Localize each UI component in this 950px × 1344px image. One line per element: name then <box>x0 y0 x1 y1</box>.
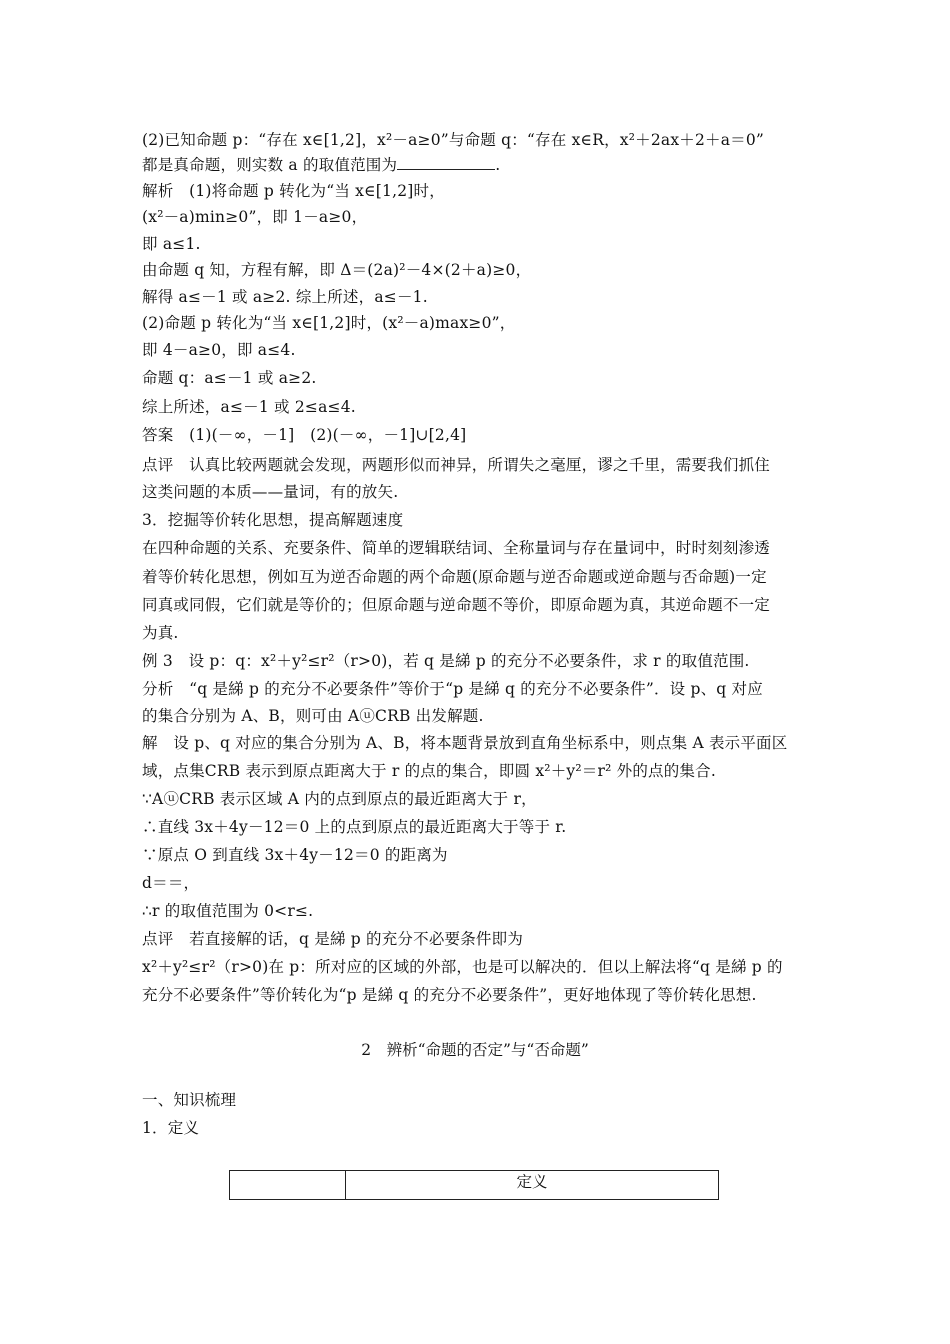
text-segment: . <box>495 156 501 174</box>
subheading: 一、知识梳理 <box>142 1091 237 1109</box>
text-line: 的集合分别为 A、B，则可由 AⓤCRB 出发解题. <box>142 707 484 725</box>
text-line: 例 3 设 p：q：x²＋y²≤r²（r>0)，若 q 是綈 p 的充分不必要条件，求 r 的取值范围. <box>142 652 750 670</box>
text-line: (x²－a)min≥0”，即 1－a≥0， <box>142 208 368 226</box>
section-heading: 2 辨析“命题的否定”与“否命题” <box>361 1041 589 1059</box>
text-line: ∴r 的取值范围为 0<r≤. <box>142 902 314 920</box>
answer-blank <box>397 155 495 170</box>
subheading: 1．定义 <box>142 1119 200 1137</box>
text-line: ∵原点 O 到直线 3x＋4y－12＝0 的距离为 <box>142 846 448 864</box>
text-line: d＝＝， <box>142 874 200 892</box>
text-line: 解 设 p、q 对应的集合分别为 A、B，将本题背景放到直角坐标系中，则点集 A 表示平面区 <box>142 734 788 752</box>
text-line: 点评 认真比较两题就会发现，两题形似而神异，所谓失之毫厘，谬之千里，需要我们抓住 <box>142 456 771 474</box>
text-line: 同真或同假，它们就是等价的；但原命题与逆命题不等价，即原命题为真，其逆命题不一定 <box>142 596 771 614</box>
text-line: 分析 “q 是綈 p 的充分不必要条件”等价于“p 是綈 q 的充分不必要条件”．设 p、q 对应 <box>142 680 763 698</box>
text-line: 由命题 q 知，方程有解，即 Δ＝(2a)²－4×(2＋a)≥0， <box>142 261 532 279</box>
text-line-with-blank <box>142 155 500 175</box>
text-line: 综上所述，a≤－1 或 2≤a≤4. <box>142 398 356 416</box>
text-line: x²＋y²≤r²（r>0)在 p：所对应的区域的外部，也是可以解决的．但以上解法将“q 是綈 p 的 <box>142 958 783 976</box>
text-line: (2)命题 p 转化为“当 x∈[1,2]时，(x²－a)max≥0”， <box>142 314 516 332</box>
text-line: 在四种命题的关系、充要条件、简单的逻辑联结词、全称量词与存在量词中，时时刻刻渗透 <box>142 539 771 557</box>
text-line: 域，点集CRB 表示到原点距离大于 r 的点的集合，即圆 x²＋y²＝r² 外的点的集合. <box>142 762 716 780</box>
text-line: 答案 (1)(－∞，－1] (2)(－∞，－1]∪[2,4] <box>142 426 467 444</box>
text-segment: 都是真命题，则实数 a 的取值范围为 <box>142 156 398 174</box>
text-line: 解得 a≤－1 或 a≥2. 综上所述，a≤－1. <box>142 288 428 306</box>
text-line: 为真. <box>142 624 179 642</box>
text-line: 点评 若直接解的话，q 是綈 p 的充分不必要条件即为 <box>142 930 524 948</box>
text-line: 即 4－a≥0，即 a≤4. <box>142 341 296 359</box>
text-line: 命题 q：a≤－1 或 a≥2. <box>142 369 317 387</box>
table-header-cell: 定义 <box>516 1173 548 1191</box>
text-line: 即 a≤1. <box>142 235 201 253</box>
definition-table <box>229 1170 719 1200</box>
text-line: 这类问题的本质——量词，有的放矢. <box>142 483 399 501</box>
text-line: 着等价转化思想，例如互为逆否命题的两个命题(原命题与逆否命题或逆命题与否命题)一定 <box>142 568 767 586</box>
text-line: ∵AⓤCRB 表示区域 A 内的点到原点的最近距离大于 r， <box>142 790 537 808</box>
text-line: ∴直线 3x＋4y－12＝0 上的点到原点的最近距离大于等于 r. <box>142 818 567 836</box>
text-line: 3．挖掘等价转化思想，提高解题速度 <box>142 511 404 529</box>
text-line: (2)已知命题 p：“存在 x∈[1,2]，x²－a≥0”与命题 q：“存在 x∈R，x²＋2ax＋2＋a＝0” <box>142 131 765 149</box>
text-line: 充分不必要条件”等价转化为“p 是綈 q 的充分不必要条件”，更好地体现了等价转化思想. <box>142 986 757 1004</box>
text-line: 解析 (1)将命题 p 转化为“当 x∈[1,2]时， <box>142 182 445 200</box>
